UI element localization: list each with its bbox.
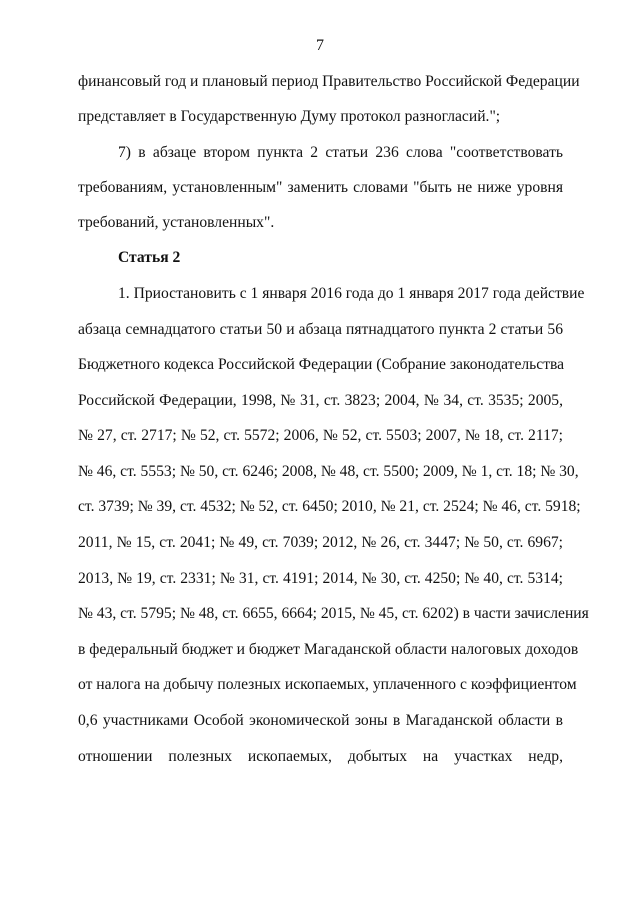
text-line: отношении полезных ископаемых, добытых на участках недр,	[78, 748, 563, 765]
text-line: в федеральный бюджет и бюджет Магаданской области налоговых доходов	[78, 641, 579, 658]
text-line: № 43, ст. 5795; № 48, ст. 6655, 6664; 2015, № 45, ст. 6202) в части зачисления	[78, 605, 589, 622]
text-line: Российской Федерации, 1998, № 31, ст. 3823; 2004, № 34, ст. 3535; 2005,	[78, 392, 563, 409]
text-line: 7) в абзаце втором пункта 2 статьи 236 слова "соответствовать	[118, 144, 563, 161]
text-line: Бюджетного кодекса Российской Федерации (Собрание законодательства	[78, 356, 565, 373]
text-line: финансовый год и плановый период Правительство Российской Федерации	[78, 73, 580, 90]
article-heading: Статья 2	[118, 249, 181, 266]
text-line: от налога на добычу полезных ископаемых, уплаченного с коэффициентом	[78, 676, 577, 693]
text-line: № 27, ст. 2717; № 52, ст. 5572; 2006, № 52, ст. 5503; 2007, № 18, ст. 2117;	[78, 427, 563, 444]
text-line: 2013, № 19, ст. 2331; № 31, ст. 4191; 2014, № 30, ст. 4250; № 40, ст. 5314;	[78, 570, 563, 587]
text-line: 2011, № 15, ст. 2041; № 49, ст. 7039; 2012, № 26, ст. 3447; № 50, ст. 6967;	[78, 534, 563, 551]
text-line: требований, установленных".	[78, 214, 275, 231]
text-line: представляет в Государственную Думу протокол разногласий.";	[78, 108, 501, 125]
page-number: 7	[316, 37, 324, 54]
text-line: ст. 3739; № 39, ст. 4532; № 52, ст. 6450; 2010, № 21, ст. 2524; № 46, ст. 5918;	[78, 498, 581, 515]
text-line: № 46, ст. 5553; № 50, ст. 6246; 2008, № 48, ст. 5500; 2009, № 1, ст. 18; № 30,	[78, 463, 579, 480]
text-line: абзаца семнадцатого статьи 50 и абзаца пятнадцатого пункта 2 статьи 56	[78, 321, 563, 338]
text-line: 0,6 участниками Особой экономической зоны в Магаданской области в	[78, 712, 563, 729]
text-line: 1. Приостановить с 1 января 2016 года до 1 января 2017 года действие	[118, 285, 585, 302]
text-line: требованиям, установленным" заменить словами "быть не ниже уровня	[78, 179, 563, 196]
